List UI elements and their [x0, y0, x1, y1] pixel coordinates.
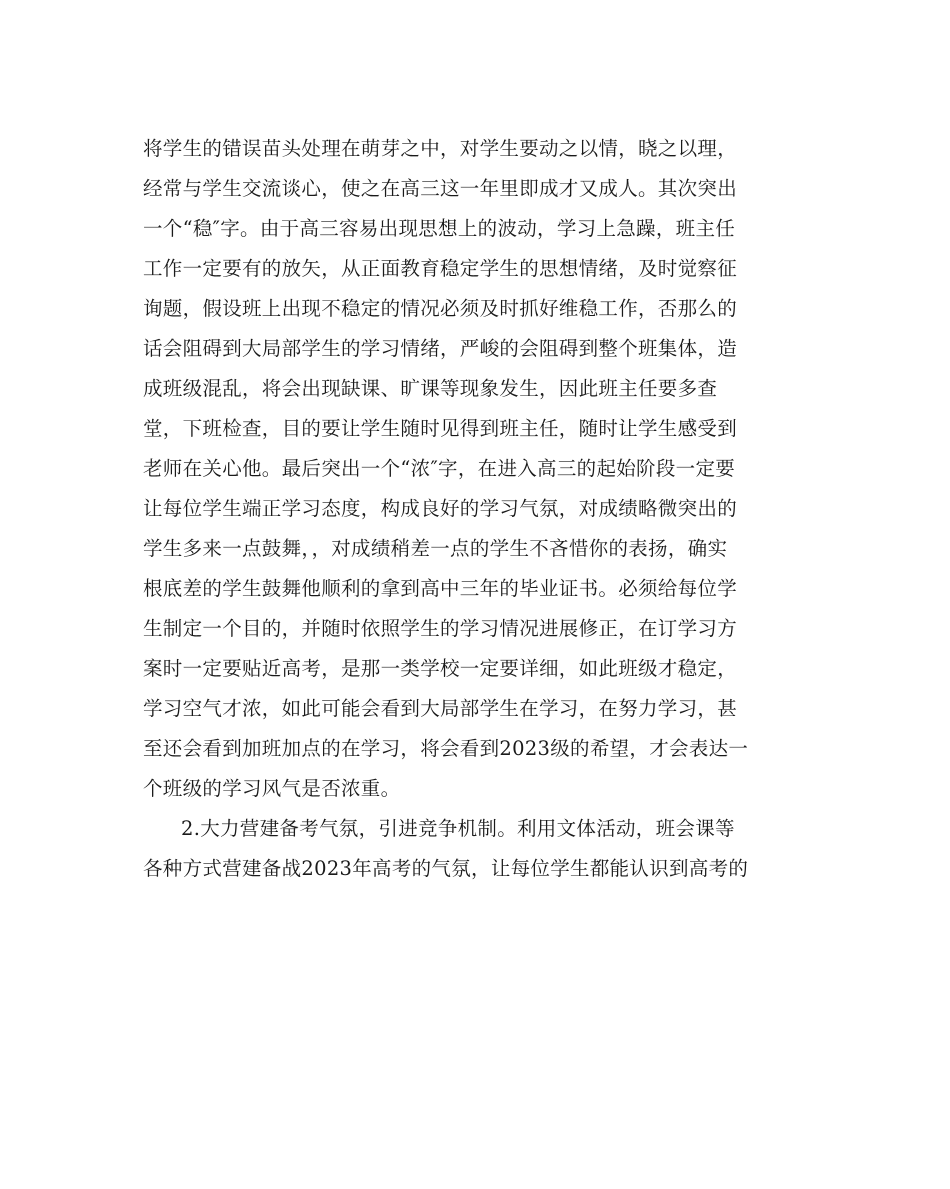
text-line: 案时一定要贴近高考，是那一类学校一定要详细，如此班级才稳定， [143, 657, 738, 680]
text-line: 学习空气才浓，如此可能会看到大局部学生在学习，在努力学习，甚 [143, 697, 738, 720]
text-line: 学生多来一点鼓舞，，对成绩稍差一点的学生不吝惜你的表扬，确实 [143, 537, 728, 560]
text-line: 根底差的学生鼓舞他顺利的拿到高中三年的毕业证书。必须给每位学 [143, 577, 738, 600]
text-line: 让每位学生端正学习态度，构成良好的学习气氛，对成绩略微突出的 [143, 497, 738, 520]
paragraph-first-line: 2.大力营建备考气氛，引进竞争机制。利用文体活动，班会课等 [181, 817, 735, 840]
text-line: 一个“稳″字。由于高三容易出现思想上的波动，学习上急躁，班主任 [143, 217, 736, 240]
text-line: 生制定一个目的，并随时依照学生的学习情况进展修正，在订学习方 [143, 617, 738, 640]
text-line: 将学生的错误苗头处理在萌芽之中，对学生要动之以情，晓之以理， [143, 137, 738, 160]
text-line: 成班级混乱，将会出现缺课、旷课等现象发生，因此班主任要多查 [143, 377, 718, 400]
text-line: 个班级的学习风气是否浓重。 [143, 777, 401, 800]
text-line: 工作一定要有的放矢，从正面教育稳定学生的思想情绪，及时觉察征 [143, 257, 738, 280]
text-line: 话会阻碍到大局部学生的学习情绪，严峻的会阻碍到整个班集体，造 [143, 337, 738, 360]
text-line: 询题，假设班上出现不稳定的情况必须及时抓好维稳工作，否那么的 [143, 297, 738, 320]
text-line: 堂，下班检查，目的要让学生随时见得到班主任，随时让学生感受到 [143, 417, 738, 440]
text-line: 老师在关心他。最后突出一个“浓″字，在进入高三的起始阶段一定要 [143, 457, 736, 480]
text-line: 至还会看到加班加点的在学习，将会看到2023级的希望，才会表达一 [143, 737, 749, 760]
text-line: 各种方式营建备战2023年高考的气氛，让每位学生都能认识到高考的 [143, 857, 749, 880]
text-line: 经常与学生交流谈心，使之在高三这一年里即成才又成人。其次突出 [143, 177, 738, 200]
